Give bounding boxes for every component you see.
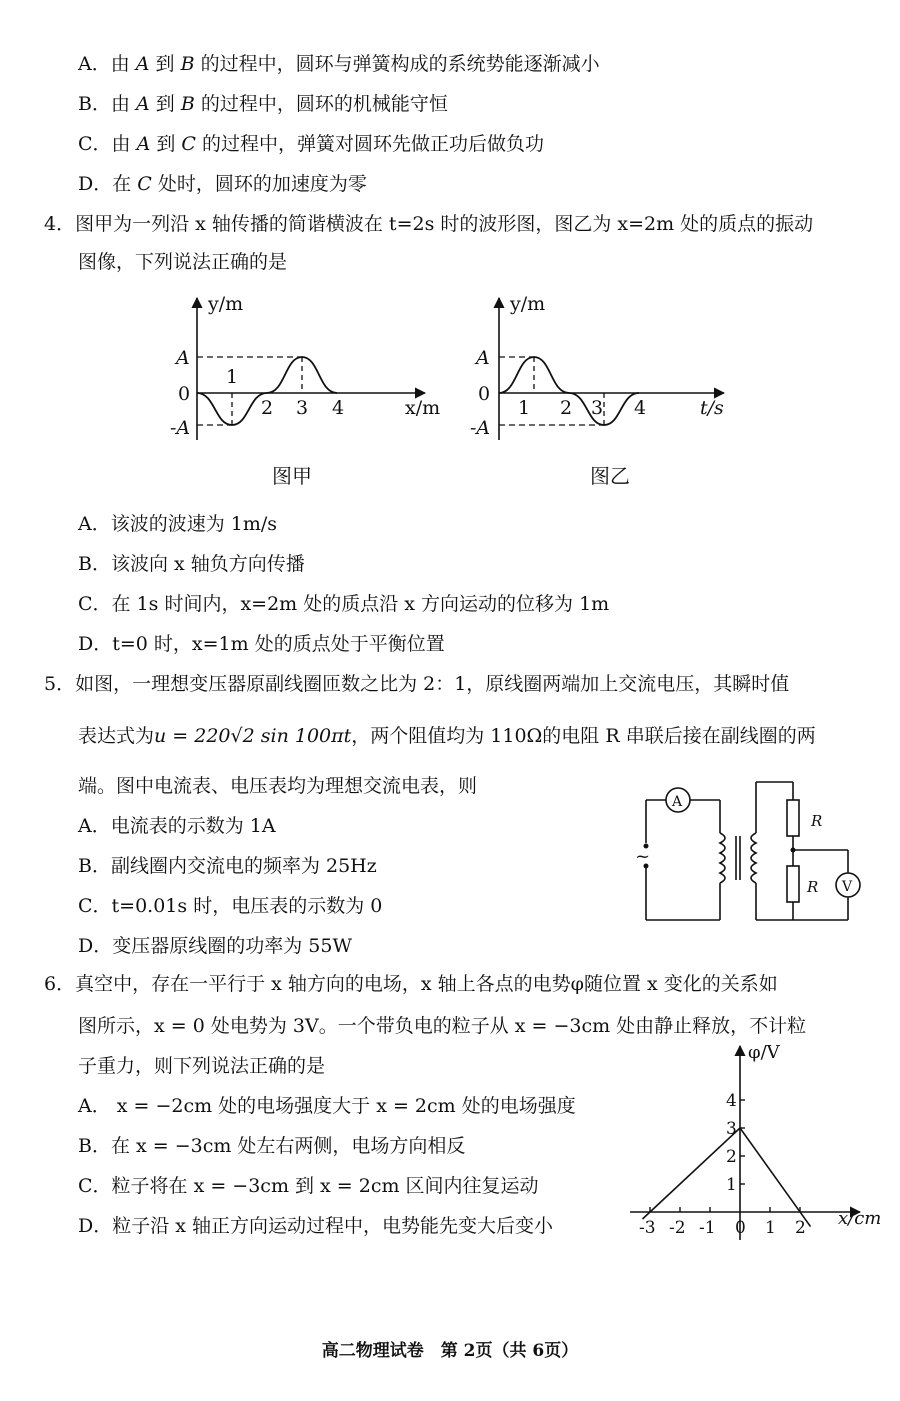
fig-b-zero-label: 0	[478, 383, 491, 405]
voltmeter-label: V	[842, 879, 853, 895]
fig-a-zero-label: 0	[178, 383, 191, 405]
fig-b-tick-1: 1	[518, 397, 531, 419]
fig-a-x-label: x/m	[405, 397, 441, 419]
primary-coil	[720, 833, 725, 883]
fig-a-negA-label: -A	[170, 417, 191, 439]
q5-option-a: A．电流表的示数为 1A	[78, 815, 276, 837]
x-tick-label: 1	[765, 1218, 776, 1238]
fig-a-tick-4: 4	[332, 397, 345, 419]
q4-option-a: A．该波的波速为 1m/s	[78, 513, 278, 535]
fig-b-y-label: y/m	[510, 293, 546, 315]
q5-option-b: B．副线圈内交流电的频率为 25Hz	[78, 855, 377, 877]
resistor-r2	[787, 866, 799, 902]
fig-b-caption: 图乙	[590, 464, 630, 488]
y-tick-label: 3	[726, 1119, 737, 1139]
y-tick-label: 4	[726, 1091, 737, 1111]
q6-stem-line1: 6．真空中，存在一平行于 x 轴方向的电场，x 轴上各点的电势φ随位置 x 变化的关系如	[44, 973, 778, 995]
fig-a-y-label: y/m	[208, 293, 244, 315]
q4-stem-line2: 图像，下列说法正确的是	[78, 251, 288, 273]
fig-b-x-label: t/s	[700, 397, 724, 419]
resistor-r1	[787, 800, 799, 836]
q6-option-c: C．粒子将在 x = −3cm 到 x = 2cm 区间内往复运动	[78, 1175, 539, 1197]
vibration-figure-b	[462, 290, 762, 500]
wave-figure-a	[160, 290, 460, 500]
fig-b-negA-label: -A	[470, 417, 491, 439]
potential-chart	[620, 1040, 890, 1240]
q3-option-d: D．在 C 处时，圆环的加速度为零	[78, 173, 367, 195]
q5-stem-line2: 表达式为u = 220√2 sin 100πt，两个阻值均为 110Ω的电阻 R 串联后接在副线圈的两	[78, 725, 816, 747]
q5-stem-line3: 端。图中电流表、电压表均为理想交流电表，则	[78, 775, 478, 797]
fig-b-A-label: A	[476, 347, 490, 369]
q4-option-b: B．该波向 x 轴负方向传播	[78, 553, 305, 575]
q4-option-c: C．在 1s 时间内，x=2m 处的质点沿 x 方向运动的位移为 1m	[78, 593, 610, 615]
x-tick-label: -2	[669, 1218, 686, 1238]
fig-b-tick-3: 3	[591, 397, 604, 419]
fig-a-tick-2: 2	[261, 397, 274, 419]
q6-stem-line2: 图所示，x = 0 处电势为 3V。一个带负电的粒子从 x = −3cm 处由静止释放，不计粒	[78, 1015, 807, 1037]
q4-option-d: D．t=0 时，x=1m 处的质点处于平衡位置	[78, 633, 445, 655]
fig-a-caption: 图甲	[272, 464, 312, 488]
transformer-circuit	[636, 778, 866, 928]
phi-line-left	[643, 1128, 741, 1219]
fig-b-tick-2: 2	[560, 397, 573, 419]
q3-option-c: C．由 A 到 C 的过程中，弹簧对圆环先做正功后做负功	[78, 133, 545, 155]
q3-option-a: A．由 A 到 B 的过程中，圆环与弹簧构成的系统势能逐渐减小	[78, 53, 600, 75]
y-tick-label: 1	[726, 1175, 737, 1195]
phi-chart-x-label: x/cm	[838, 1208, 882, 1229]
fig-a-tick-1: 1	[226, 366, 239, 388]
q5-stem-line1: 5．如图，一理想变压器原副线圈匝数之比为 2：1，原线圈两端加上交流电压，其瞬时值	[44, 673, 790, 695]
q6-option-d: D．粒子沿 x 轴正方向运动过程中，电势能先变大后变小	[78, 1215, 554, 1237]
fig-a-tick-3: 3	[296, 397, 309, 419]
y-tick-label: 2	[726, 1147, 737, 1167]
fig-b-tick-4: 4	[634, 397, 647, 419]
ac-source-symbol: ~	[635, 846, 651, 867]
q6-option-b: B．在 x = −3cm 处左右两侧，电场方向相反	[78, 1135, 466, 1157]
fig-a-A-label: A	[176, 347, 190, 369]
page-footer: 高二物理试卷 第 2页（共 6页）	[321, 1341, 579, 1361]
x-tick-label: -1	[699, 1218, 716, 1238]
q4-stem-line1: 4．图甲为一列沿 x 轴传播的简谐横波在 t=2s 时的波形图，图乙为 x=2m 处的质点的振动	[44, 213, 814, 235]
q6-option-a: A． x = −2cm 处的电场强度大于 x = 2cm 处的电场强度	[78, 1095, 576, 1117]
x-tick-label: 0	[735, 1218, 746, 1238]
q5-option-c: C．t=0.01s 时，电压表的示数为 0	[78, 895, 383, 917]
q6-stem-line3: 子重力，则下列说法正确的是	[78, 1055, 326, 1077]
q5-option-d: D．变压器原线圈的功率为 55W	[78, 935, 352, 957]
resistor-r1-label: R	[811, 812, 823, 830]
resistor-r2-label: R	[807, 878, 819, 896]
x-tick-label: -3	[639, 1218, 656, 1238]
secondary-coil	[751, 833, 756, 883]
ammeter-label: A	[672, 794, 683, 810]
phi-chart-y-label: φ/V	[748, 1042, 780, 1063]
q3-option-b: B．由 A 到 B 的过程中，圆环的机械能守恒	[78, 93, 448, 115]
q5-formula: u = 220√2 sin 100πt	[154, 725, 352, 747]
x-tick-label: 2	[795, 1218, 806, 1238]
